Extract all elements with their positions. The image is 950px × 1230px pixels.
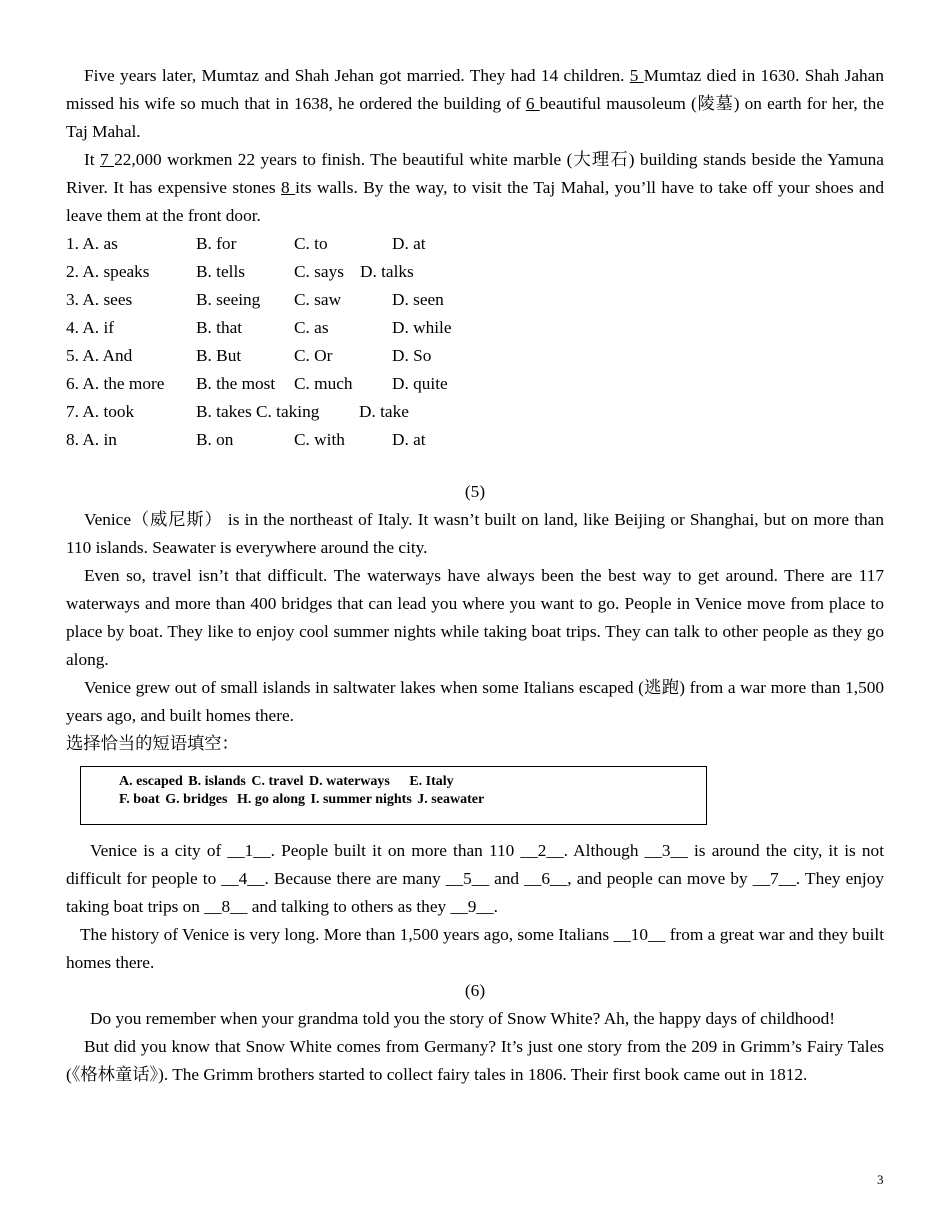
text-run: its walls. By the way, to visit the Taj Mahal, you’ll have to take off your shoes and leave them at the front door. (66, 178, 884, 225)
option-row (66, 370, 884, 398)
word-bank-item: F. boat (119, 792, 160, 807)
venice-paragraph-2: Even so, travel isn’t that difficult. The waterways have always been the best way to get around. There are 117 waterways and more than 400 bridges that can lead you where you want to go. People in Venice move from place to place by boat. They like to enjoy cool summer nights while taking boat trips. They can talk to other people as they go along. (66, 566, 884, 669)
option-row (66, 426, 884, 454)
word-bank-item: B. islands (188, 774, 246, 789)
option: B. seeing (196, 290, 261, 309)
summary-paragraph-2: The history of Venice is very long. More than 1,500 years ago, some Italians __10__ from a great war and they built homes there. (66, 925, 884, 972)
option-row (66, 342, 884, 370)
option: 8. A. in (66, 430, 117, 449)
word-bank-item: E. Italy (409, 774, 454, 789)
text-run: Mumtaz died in 1630. Shah Jahan missed his wife so much that in 1638, he ordered the building of (66, 66, 884, 113)
text-run: 22,000 workmen 22 years to finish. The beautiful white marble (大理石) building stands beside the Yamuna River. It has expensive stones (66, 150, 884, 197)
text-run: It (84, 150, 101, 169)
word-bank-box (80, 766, 707, 825)
option-row (66, 286, 884, 314)
blank-7: 7 (100, 150, 115, 169)
taj-paragraph-1 (66, 62, 884, 146)
option: D. at (392, 430, 426, 449)
option: D. So (392, 346, 432, 365)
word-bank-item: I. summer nights (310, 792, 412, 807)
option: B. the most (196, 374, 276, 393)
option: 4. A. if (66, 318, 115, 337)
venice-paragraph-1: Venice（威尼斯） is in the northeast of Italy. It wasn’t built on land, like Beijing or Shanghai, but on more than 110 islands. Seawater is everywhere around the city. (66, 510, 884, 557)
option: 2. A. speaks (66, 262, 150, 281)
option: C. as (294, 318, 329, 337)
option: C. with (294, 430, 345, 449)
summary-paragraph-1: Venice is a city of __1__. People built it on more than 110 __2__. Although __3__ is around the city, it is not difficult for people to __4__. Because there are many __5__ and __6__, and people can move by __7__. They enjoy taking boat trips on __8__ and talking to others as they __9__. (66, 841, 884, 916)
option: 6. A. the more (66, 374, 165, 393)
option: D. at (392, 234, 426, 253)
option-row (66, 258, 884, 286)
option: C. much (294, 374, 353, 393)
instruction: 选择恰当的短语填空： (66, 734, 239, 753)
word-bank-item: G. bridges (165, 792, 228, 807)
word-bank-item: D. waterways (308, 774, 390, 789)
option: D. quite (392, 374, 448, 393)
section-heading-6: (6) (464, 981, 486, 1000)
word-bank-line-1 (119, 773, 706, 791)
option: D. talks (360, 262, 414, 281)
option: 3. A. sees (66, 290, 133, 309)
taj-paragraph-2 (66, 146, 884, 230)
document-page (66, 62, 884, 1089)
word-bank-item: A. escaped (119, 774, 183, 789)
word-bank-item: J. seawater (417, 792, 485, 807)
text-run: Five years later, Mumtaz and Shah Jehan got married. They had 14 children. (84, 66, 630, 85)
grimm-paragraph-2: But did you know that Snow White comes from Germany? It’s just one story from the 209 in Grimm’s Fairy Tales (《格林童话》). The Grimm brothers started to collect fairy tales in 1806. Their first book came out in 1812. (66, 1037, 884, 1084)
spacer (66, 454, 884, 478)
option (457, 398, 555, 426)
word-bank-item: H. go along (236, 792, 306, 807)
option: C. says (294, 262, 344, 281)
text-run: beautiful mausoleum (陵墓) on earth for her, the Taj Mahal. (66, 94, 884, 141)
page-number: 3 (877, 1172, 884, 1187)
option-row (66, 314, 884, 342)
option: B. takes C. taking (196, 402, 320, 421)
section-heading-5: (5) (464, 482, 486, 501)
option: D. take (359, 402, 409, 421)
venice-paragraph-3: Venice grew out of small islands in saltwater lakes when some Italians escaped (逃跑) from a war more than 1,500 years ago, and built homes there. (66, 678, 884, 725)
option: 7. A. took (66, 402, 135, 421)
blank-8: 8 (281, 178, 296, 197)
option-row (66, 398, 884, 426)
grimm-paragraph-1: Do you remember when your grandma told you the story of Snow White? Ah, the happy days of childhood! (90, 1009, 836, 1028)
option-row (66, 230, 884, 258)
option: D. while (392, 318, 452, 337)
option: C. Or (294, 346, 333, 365)
word-bank-line-2 (119, 791, 706, 809)
blank-6: 6 (525, 94, 540, 113)
option: B. for (196, 234, 237, 253)
option: D. seen (392, 290, 444, 309)
option: B. tells (196, 262, 245, 281)
option: C. saw (294, 290, 342, 309)
option: 1. A. as (66, 234, 118, 253)
blank-5: 5 (629, 66, 644, 85)
options-list (66, 230, 884, 454)
option: B. on (196, 430, 234, 449)
option: B. that (196, 318, 243, 337)
option: C. to (294, 234, 328, 253)
option: 5. A. And (66, 346, 133, 365)
option: B. But (196, 346, 242, 365)
word-bank-item: C. travel (251, 774, 304, 789)
